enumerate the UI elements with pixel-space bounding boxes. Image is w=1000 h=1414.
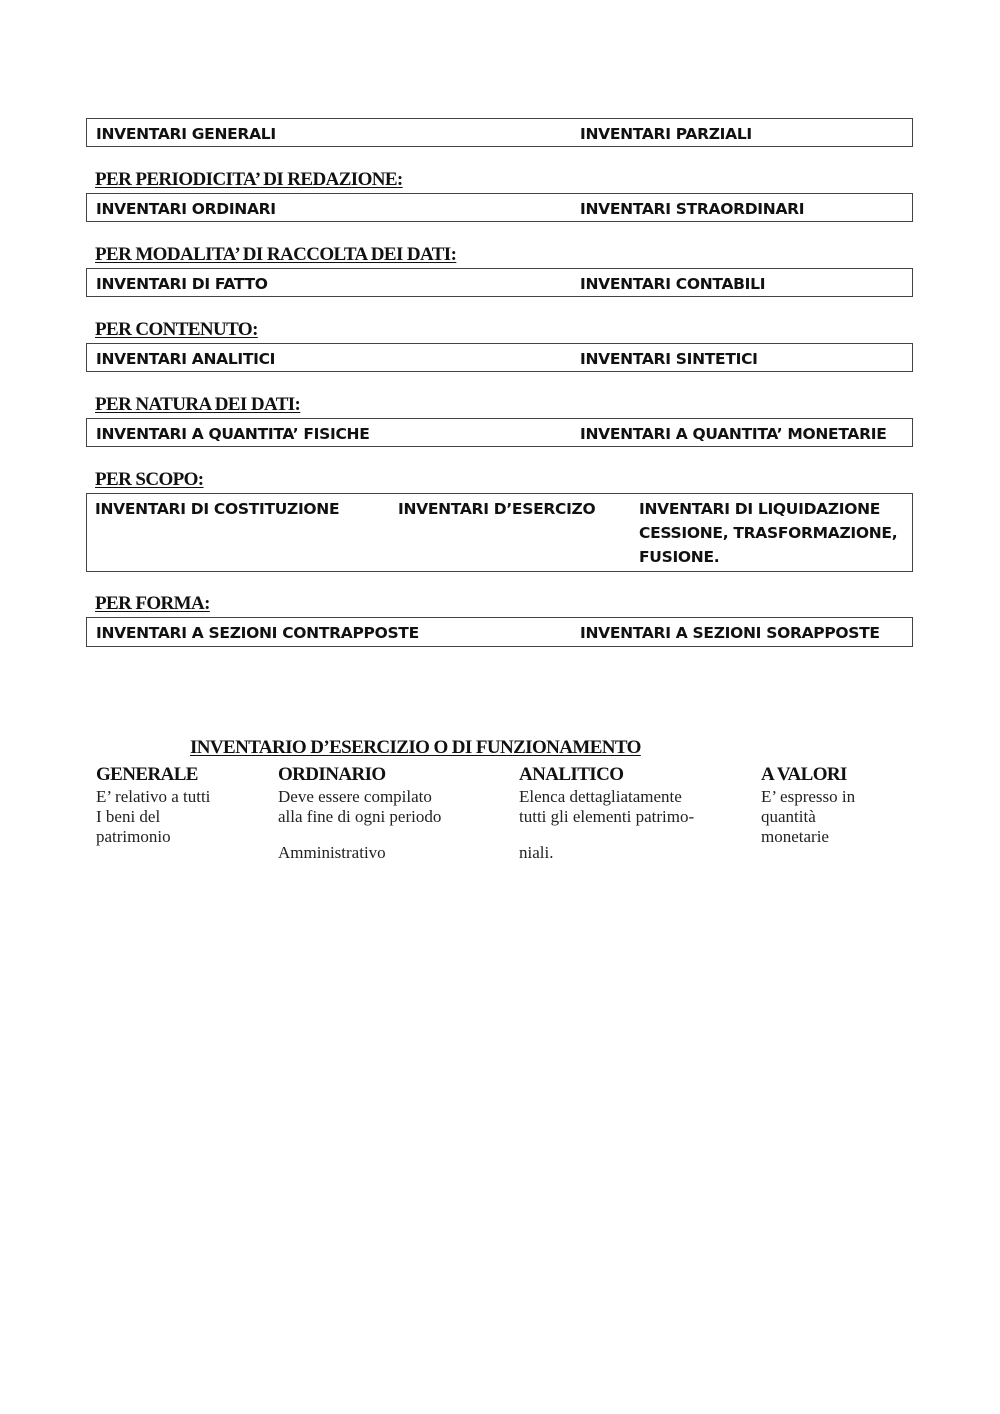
esercizio-title: INVENTARIO D’ESERCIZIO O DI FUNZIONAMENTO	[190, 737, 641, 758]
classification-box-contenuto	[86, 343, 913, 372]
scopo-col3	[639, 497, 909, 569]
description-line: Deve essere compilato	[278, 787, 432, 806]
scopo-col1: INVENTARI DI COSTITUZIONE	[95, 500, 340, 518]
column-heading: A VALORI	[761, 764, 847, 785]
column-description	[278, 787, 441, 863]
description-line: quantità	[761, 807, 816, 826]
esercizio-column-analitico	[519, 763, 694, 863]
esercizio-column-ordinario	[278, 763, 441, 863]
section-heading-contenuto: PER CONTENUTO:	[95, 319, 258, 340]
left-item: INVENTARI A SEZIONI CONTRAPPOSTE	[96, 624, 419, 642]
description-line: Amministrativo	[278, 843, 386, 862]
section-heading-natura: PER NATURA DEI DATI:	[95, 394, 301, 415]
left-item: INVENTARI A QUANTITA’ FISICHE	[96, 425, 370, 443]
column-description	[761, 787, 855, 847]
classification-box-natura	[86, 418, 913, 447]
classification-box-modalita	[86, 268, 913, 297]
right-item: INVENTARI A SEZIONI SORAPPOSTE	[580, 624, 880, 642]
description-line: tutti gli elementi patrimo-	[519, 807, 695, 826]
section-heading-periodicita: PER PERIODICITA’ DI REDAZIONE:	[95, 169, 403, 190]
description-line: alla fine di ogni periodo	[278, 807, 442, 826]
classification-box-generali	[86, 118, 913, 147]
left-item: INVENTARI DI FATTO	[96, 275, 268, 293]
right-item: INVENTARI A QUANTITA’ MONETARIE	[580, 425, 887, 443]
column-heading: GENERALE	[96, 764, 198, 785]
left-item: INVENTARI ANALITICI	[96, 350, 276, 368]
left-item: INVENTARI ORDINARI	[96, 200, 276, 218]
classification-box-periodicita	[86, 193, 913, 222]
esercizio-column-valori	[761, 763, 855, 847]
description-line: I beni del	[96, 807, 161, 826]
description-line: E’ espresso in	[761, 787, 856, 806]
section-heading-modalita: PER MODALITA’ DI RACCOLTA DEI DATI:	[95, 244, 457, 265]
section-heading-forma: PER FORMA:	[95, 593, 210, 614]
column-description	[519, 787, 694, 863]
section-heading-scopo: PER SCOPO:	[95, 469, 204, 490]
column-heading: ORDINARIO	[278, 764, 386, 785]
classification-box-forma	[86, 617, 913, 647]
description-line: Elenca dettagliatamente	[519, 787, 682, 806]
description-line: monetarie	[761, 827, 829, 846]
classification-box-scopo	[86, 493, 913, 572]
description-line: niali.	[519, 843, 554, 862]
left-item: INVENTARI GENERALI	[96, 125, 276, 143]
description-line: patrimonio	[96, 827, 171, 846]
right-item: INVENTARI SINTETICI	[580, 350, 758, 368]
column-heading: ANALITICO	[519, 764, 624, 785]
esercizio-column-generale	[96, 763, 210, 847]
right-item: INVENTARI CONTABILI	[580, 275, 766, 293]
description-line: E’ relativo a tutti	[96, 787, 211, 806]
right-item: INVENTARI STRAORDINARI	[580, 200, 805, 218]
scopo-col3-line: INVENTARI DI LIQUIDAZIONE	[639, 500, 881, 518]
column-description	[96, 787, 210, 847]
right-item: INVENTARI PARZIALI	[580, 125, 752, 143]
scopo-col3-line: FUSIONE.	[639, 548, 720, 566]
scopo-col3-line: CESSIONE, TRASFORMAZIONE,	[639, 524, 898, 542]
scopo-col2: INVENTARI D’ESERCIZO	[398, 500, 596, 518]
